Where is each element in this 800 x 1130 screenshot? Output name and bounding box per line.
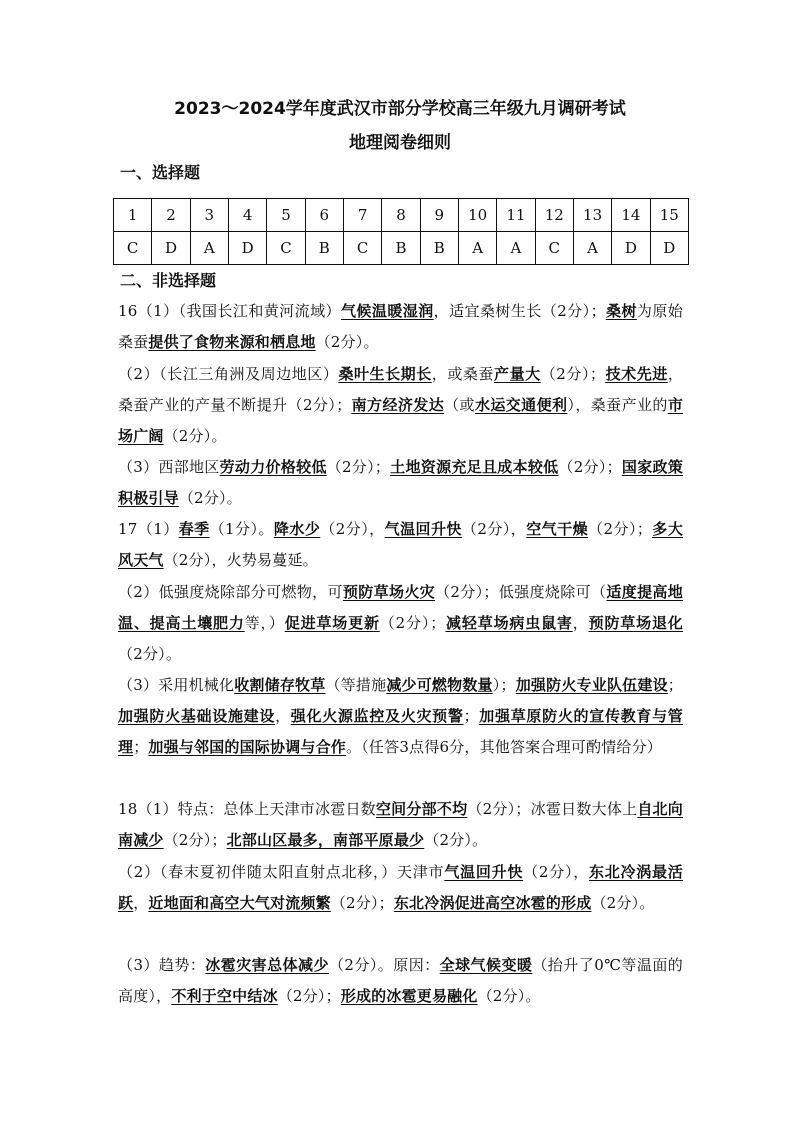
answer-table-answers-row xyxy=(114,232,689,265)
answer-cell: C xyxy=(535,232,573,265)
answer-text: （1分）。 xyxy=(209,520,274,538)
answer-text: 17（1） xyxy=(118,520,179,538)
key-point: 桑树 xyxy=(605,302,637,320)
key-point: 加强防火专业队伍建设 xyxy=(515,676,668,694)
answer-text: （2分）； xyxy=(540,365,606,383)
answer-cell: D xyxy=(650,232,688,265)
answer-text: （3）西部地区 xyxy=(118,458,220,476)
question-number: 6 xyxy=(305,199,343,232)
answer-text: （2分）；低强度烧除可（ xyxy=(435,583,607,601)
answer-text: （2分）。 xyxy=(477,987,541,1005)
answer-text: （3）采用机械化 xyxy=(118,676,235,694)
page-subtitle: 地理阅卷细则 xyxy=(349,133,451,153)
key-point: 减轻草场病虫鼠害 xyxy=(445,614,573,632)
key-point: 减少可燃物数量 xyxy=(386,676,493,694)
answer-text: （2）（春末夏初伴随太阳直射点北移，）天津市 xyxy=(118,863,445,881)
question-number: 5 xyxy=(267,199,305,232)
question-number: 8 xyxy=(382,199,420,232)
answer-text: ， xyxy=(275,707,291,725)
answer-table xyxy=(113,198,689,265)
answer-text: （2分）； xyxy=(588,520,653,538)
key-point: 南方经济发达 xyxy=(351,396,445,414)
key-point: 气温回升快 xyxy=(384,520,462,538)
answer-text: 。（任答3点得6分，其他答案合理可酌情给分） xyxy=(346,738,663,756)
answer-text: （2分）， xyxy=(523,863,589,881)
question-number: 11 xyxy=(497,199,535,232)
key-point: 适度提高地温、提高土壤肥力 xyxy=(118,583,683,632)
section-heading-nonchoice: 二、非选择题 xyxy=(120,271,217,290)
answer-paragraph-16-2 xyxy=(118,359,683,452)
key-point: 强化火源监控及火灾预警 xyxy=(290,707,464,725)
answer-paragraph-16-3 xyxy=(118,452,683,514)
answer-text: （2分）。 xyxy=(118,645,182,663)
key-point: 冰雹灾害总体减少 xyxy=(205,956,329,974)
question-number: 7 xyxy=(343,199,381,232)
key-point: 收割储存牧草 xyxy=(234,676,326,694)
answer-text: ，或桑蚕 xyxy=(431,365,495,383)
key-point: 国家政策积极引导 xyxy=(118,458,684,507)
key-point: 预防草场退化 xyxy=(588,614,684,632)
answer-text: 为原始桑蚕 xyxy=(118,302,684,351)
key-point: 加强与邻国的国际协调与合作 xyxy=(148,738,347,756)
question-number: 3 xyxy=(190,199,228,232)
page-title: 2023～2024学年度武汉市部分学校高三年级九月调研考试 xyxy=(174,99,626,119)
key-point: 自北向南减少 xyxy=(118,800,683,849)
answer-cell: C xyxy=(267,232,305,265)
answer-text: （2分）。 xyxy=(424,831,488,849)
question-number: 1 xyxy=(114,199,152,232)
answer-text: 16（1）（我国长江和黄河流域） xyxy=(118,302,341,320)
answer-text: （抬升了0℃等温面的高度）， xyxy=(118,956,683,1005)
answer-text: （2）（长江三角洲及周边地区） xyxy=(118,365,339,383)
key-point: 预防草场火灾 xyxy=(342,583,436,601)
question-number: 10 xyxy=(458,199,496,232)
answer-paragraph-17-3 xyxy=(118,670,683,763)
answer-text: （2分）； xyxy=(326,458,391,476)
answer-text: ）； xyxy=(492,676,516,694)
answer-paragraph-18-1 xyxy=(118,794,683,856)
answer-cell: C xyxy=(343,232,381,265)
answer-cell: A xyxy=(573,232,611,265)
key-point: 多大风天气 xyxy=(118,520,684,569)
question-number: 15 xyxy=(650,199,688,232)
answer-cell: C xyxy=(114,232,152,265)
key-point: 全球气候变暖 xyxy=(439,956,533,974)
key-point: 空气干燥 xyxy=(526,520,589,538)
key-point: 提供了食物来源和栖息地 xyxy=(148,333,316,351)
answer-cell: A xyxy=(190,232,228,265)
key-point: 桑叶生长期长 xyxy=(338,365,432,383)
answer-cell: A xyxy=(458,232,496,265)
question-number: 14 xyxy=(612,199,650,232)
key-point: 水运交通便利 xyxy=(474,396,568,414)
answer-text: 18（1）特点：总体上天津市冰雹日数 xyxy=(118,800,376,818)
answer-text: ； xyxy=(133,738,149,756)
key-point: 空间分部不均 xyxy=(375,800,468,818)
key-point: 产量大 xyxy=(494,365,541,383)
key-point: 北部山区最多，南部平原最少 xyxy=(226,831,425,849)
question-number: 13 xyxy=(573,199,611,232)
answer-text: （2分）； xyxy=(379,614,446,632)
answer-text: （2分）； xyxy=(277,987,341,1005)
answer-text: ， xyxy=(572,614,589,632)
answer-cell: D xyxy=(612,232,650,265)
answer-text: （2分）； xyxy=(330,894,394,912)
answer-text: （等措施 xyxy=(325,676,387,694)
answer-text: （2分）。 xyxy=(178,489,242,507)
key-point: 劳动力价格较低 xyxy=(219,458,327,476)
answer-text: （2分）； xyxy=(163,831,227,849)
answer-paragraph-16-1 xyxy=(118,296,683,358)
answer-cell: B xyxy=(382,232,420,265)
key-point: 加强防火基础设施建设 xyxy=(118,707,276,725)
answer-text: （2分）。 xyxy=(591,894,655,912)
answer-paragraph-17-2 xyxy=(118,577,683,670)
answer-text: （2分）， xyxy=(320,520,385,538)
key-point: 近地面和高空大气对流频繁 xyxy=(148,894,331,912)
answer-text: ； xyxy=(667,676,683,694)
key-point: 气候温暖湿润 xyxy=(340,302,434,320)
key-point: 加强草原防火的宣传教育与管理 xyxy=(118,707,683,756)
key-point: 气温回升快 xyxy=(444,863,524,881)
answer-paragraph-18-3 xyxy=(118,950,683,1012)
answer-table-numbers-row xyxy=(114,199,689,232)
answer-text: （2分）， xyxy=(461,520,527,538)
key-point: 降水少 xyxy=(273,520,321,538)
answer-text: ， xyxy=(133,894,149,912)
answer-cell: B xyxy=(420,232,458,265)
answer-cell: D xyxy=(152,232,190,265)
key-point: 不利于空中结冰 xyxy=(171,987,278,1005)
key-point: 促进草场更新 xyxy=(284,614,380,632)
key-point: 市场广阔 xyxy=(118,396,684,445)
answer-text: （2分）。原因： xyxy=(328,956,440,974)
key-point: 土地资源充足且成本较低 xyxy=(390,458,559,476)
answer-cell: D xyxy=(228,232,266,265)
answer-paragraph-17-1 xyxy=(118,514,683,576)
answer-cell: A xyxy=(497,232,535,265)
key-point: 东北冷涡最活跃 xyxy=(118,863,683,912)
question-number: 4 xyxy=(228,199,266,232)
key-point: 春季 xyxy=(178,520,210,538)
answer-text: ； xyxy=(463,707,479,725)
key-point: 东北冷涡促进高空冰雹的形成 xyxy=(393,894,592,912)
answer-text: （2分），火势易蔓延。 xyxy=(163,551,318,569)
answer-text: （3）趋势： xyxy=(118,956,206,974)
section-heading-choice: 一、选择题 xyxy=(120,163,201,182)
answer-text: （2分）。 xyxy=(163,427,227,445)
answer-text: ，适宜桑树生长（2分）； xyxy=(433,302,606,320)
answer-cell: B xyxy=(305,232,343,265)
answer-text: （2分）；冰雹日数大体上 xyxy=(467,800,638,818)
answer-text: （2分）。 xyxy=(315,333,379,351)
key-point: 技术先进 xyxy=(605,365,668,383)
question-number: 2 xyxy=(152,199,190,232)
question-number: 12 xyxy=(535,199,573,232)
answer-text: （或 xyxy=(444,396,475,414)
answer-paragraph-18-2 xyxy=(118,857,683,919)
answer-text: （2）低强度烧除部分可燃物，可 xyxy=(118,583,343,601)
question-number: 9 xyxy=(420,199,458,232)
answer-text: ，桑蚕产业的产量不断提升（2分）； xyxy=(118,365,684,414)
key-point: 形成的冰雹更易融化 xyxy=(340,987,478,1005)
answer-text: （2分）； xyxy=(558,458,622,476)
answer-text: ），桑蚕产业的 xyxy=(567,396,668,414)
answer-text: 等，） xyxy=(244,614,285,632)
